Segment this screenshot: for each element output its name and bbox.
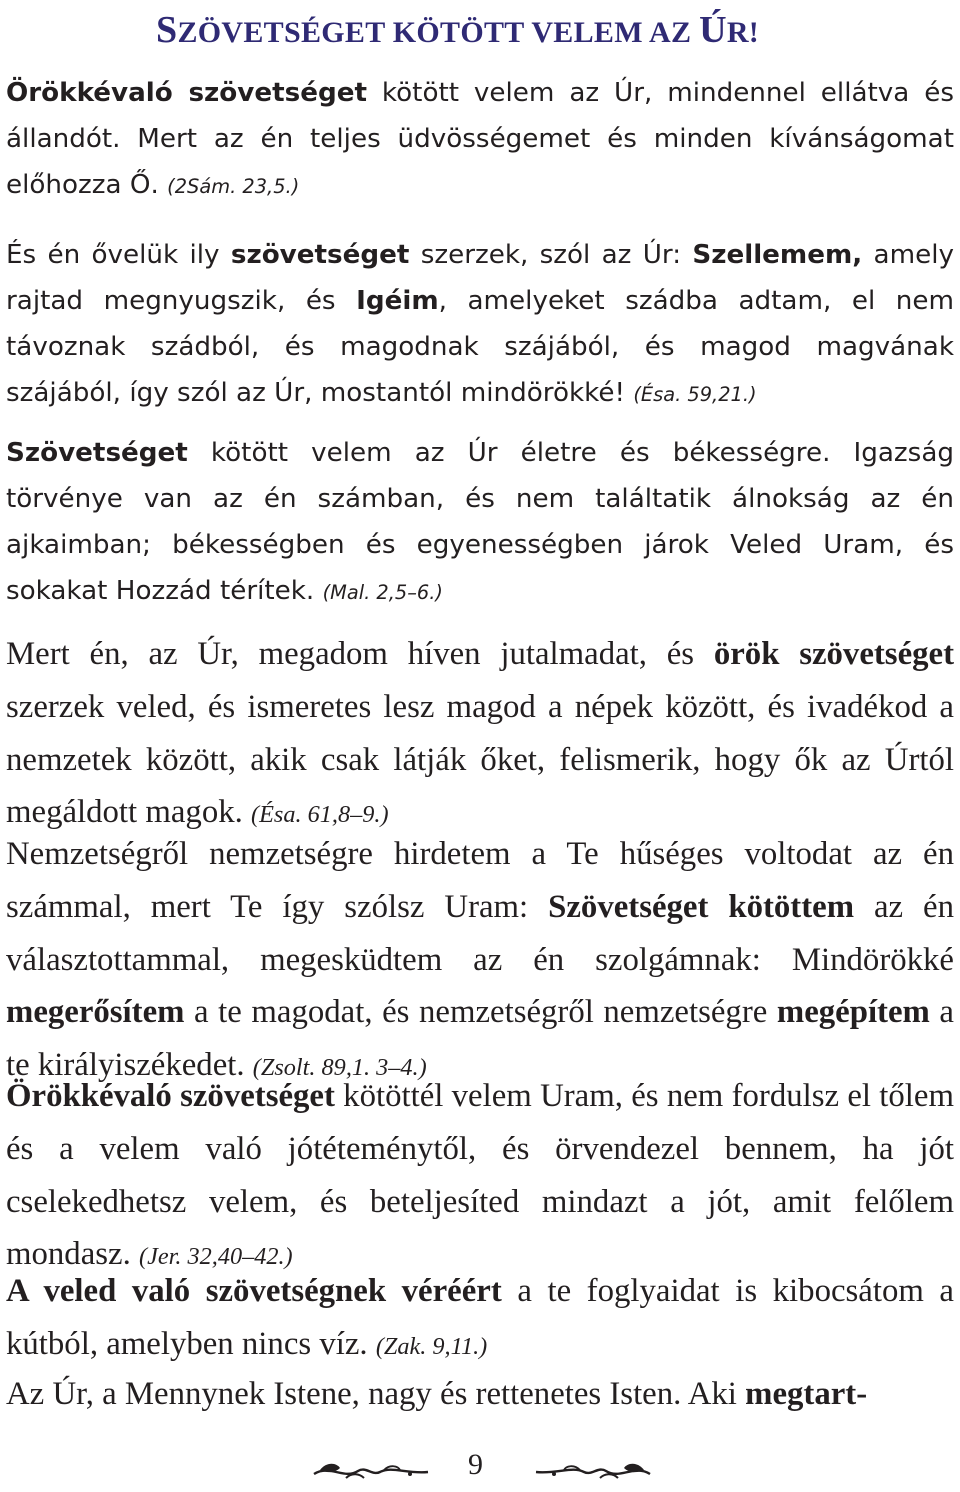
scripture-reference: (2Sám. 23,5.) (167, 175, 300, 198)
paragraph-8 (6, 1368, 954, 1421)
scripture-reference: (Zsolt. 89,1. 3–4.) (252, 1054, 427, 1082)
paragraph-text: És én ővelük ily (6, 240, 231, 270)
paragraph-text: kötött velem az Úr, mindennel ellátva és állandót. Mert az én teljes üdvösségemet és minden kívánságomat előhozza Ő. (6, 78, 954, 200)
paragraph-2 (6, 232, 954, 418)
bold-phrase: szövetséget (230, 240, 410, 270)
flourish-ornament-icon (532, 1460, 654, 1489)
paragraph-text: az én választottammal, megesküdtem az én szolgámnak: Mindörökké (6, 888, 954, 978)
paragraph-text: a te magodat, és nemzetségről nemzetségre (184, 994, 777, 1031)
paragraph-text: kötöttél velem Uram, és nem fordulsz el tőlem és a velem való jótéteménytől, és örvendezel bennem, ha jót cselekedhetsz velem, és beteljesíted mindazt a jót, amit felőlem mondasz. (6, 1078, 954, 1273)
paragraph-text: szerzek veled, és ismeretes lesz magod a népek között, és ivadékod a nemzetek között, akik csak látják őket, felismerik, hogy ők az Úrtól megáldott magok. (6, 688, 954, 831)
paragraph-7 (6, 1265, 954, 1374)
page-title (156, 8, 759, 55)
paragraph-5 (6, 828, 954, 1095)
scripture-reference: (Mal. 2,5–6.) (322, 581, 443, 604)
bold-phrase: megerősítem (6, 994, 185, 1031)
scripture-reference: (Zak. 9,11.) (375, 1332, 488, 1360)
title-u-letter: Ú (699, 9, 727, 51)
flourish-ornament-icon (310, 1460, 432, 1489)
title-small-caps-b: R! (726, 16, 760, 49)
bold-phrase: Szövetséget (6, 438, 188, 468)
page-number: 9 (468, 1448, 483, 1481)
paragraph-text: a te foglyaidat is kibocsátom a kútból, amelyben nincs víz. (6, 1273, 954, 1362)
title-initial: S (156, 9, 178, 51)
bold-phrase: megtart- (745, 1376, 868, 1412)
bold-phrase: megépítem (776, 994, 930, 1031)
paragraph-text: kötött velem az Úr életre és békességre. Igazság törvénye van az én számban, és nem találtatik álnokság az én ajkaimban; békességben és egyenességben járok Veled Uram, és sokakat Hozzád térítek. (6, 438, 954, 606)
paragraph-text: amely rajtad megnyugszik, és (6, 240, 954, 316)
scripture-reference: (Ésa. 59,21.) (633, 383, 757, 406)
paragraph-text: , amelyeket szádba adtam, el nem távoznak szádból, és magodnak szájából, és magod magvának szájából, így szól az Úr, mostantól mindörökké! (6, 286, 954, 408)
paragraph-3 (6, 430, 954, 616)
paragraph-6 (6, 1070, 954, 1284)
paragraph-text: a te királyiszékedet. (6, 994, 954, 1084)
bold-phrase: Örökkévaló szövetséget (6, 78, 368, 108)
scripture-reference: (Ésa. 61,8–9.) (251, 801, 389, 829)
scripture-reference: (Jer. 32,40–42.) (138, 1243, 293, 1271)
title-small-caps-a: ZÖVETSÉGET KÖTÖTT VELEM AZ (177, 16, 700, 49)
bold-phrase: Szellemem, (692, 240, 863, 270)
page-footer (0, 1446, 960, 1490)
paragraph-1 (6, 70, 954, 210)
bold-phrase: A veled való szövetségnek véréért (6, 1273, 502, 1309)
paragraph-text: Nemzetségről nemzetségre hirdetem a Te hűséges voltodat az én számmal, mert Te így szólsz Uram: (6, 836, 954, 925)
paragraph-text: Mert én, az Úr, megadom híven jutalmadat, és (6, 636, 714, 672)
bold-phrase: Örökkévaló szövetséget (6, 1078, 335, 1114)
paragraph-text: szerzek, szól az Úr: (409, 240, 693, 270)
bold-phrase: örök szövetséget (713, 636, 955, 672)
bold-phrase: Szövetséget kötöttem (548, 888, 855, 925)
bold-phrase: Igéim (356, 286, 439, 316)
paragraph-4 (6, 628, 954, 842)
paragraph-text: Az Úr, a Mennynek Istene, nagy és rettenetes Isten. Aki (6, 1376, 746, 1412)
